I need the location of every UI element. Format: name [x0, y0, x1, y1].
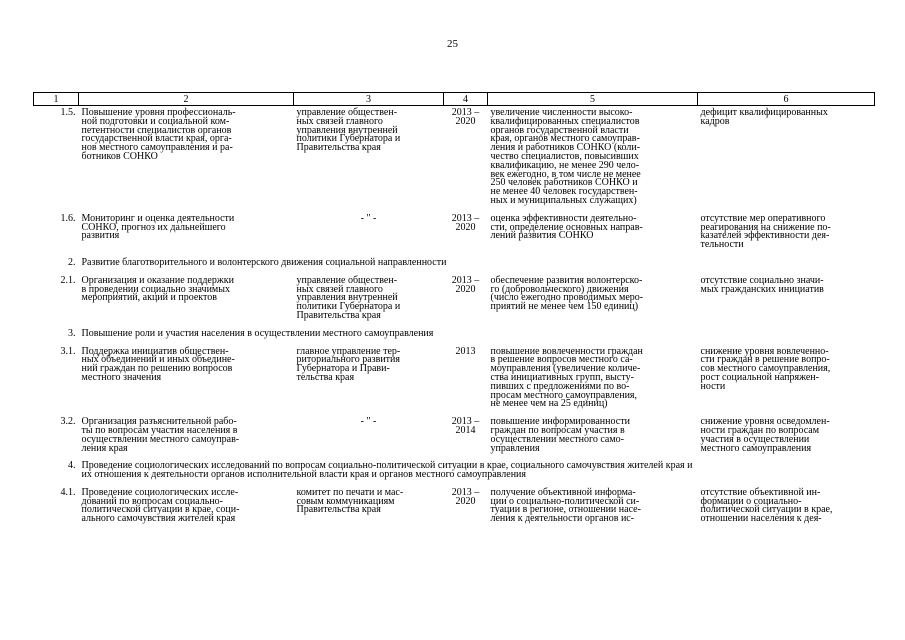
- term-cell: 2013 – 2020: [451, 274, 480, 295]
- risk-cell: отсутствие социально значи- мых гражданских инициатив: [700, 274, 824, 295]
- table-row: [34, 106, 875, 212]
- column-header: 3: [294, 93, 444, 106]
- result-cell: обеспечение развития волонтерско- го (добровольческого) движения (число ежегодно проводимых меро- приятий не менее чем 150 единиц): [490, 274, 644, 313]
- activity-cell: Организация разъяснительной рабо- ты по вопросам участия населения в осуществлении местного самоуправ- ления края: [81, 416, 240, 454]
- risk-cell: отсутствие мер оперативного реагирования на снижение по- казателей эффективности дея- тельности: [700, 212, 831, 251]
- risk-cell: отсутствие объективной ин- формации о социально- политической ситуации в крае, отношении населения к дея-: [700, 486, 833, 525]
- section-row: [34, 256, 875, 274]
- risk-cell: снижение уровня осведомлен- ности граждан по вопросам участия в осуществлении местного самоуправления: [700, 416, 830, 454]
- executor-cell: - " -: [360, 416, 377, 428]
- result-cell: увеличение численности высоко- квалифицированных специалистов органов государственной власти края, органов местного самоуправ- ления и работников СОНКО (коли- чество специалистов, повысивших квалификацию, не менее 290 чело- век ежегодно, в том числе не менее 250 человек работников СОНКО и не менее 40 человек государствен- ных и муниципальных служащих): [490, 107, 641, 206]
- executor-cell: главное управление тер- риториального развития Губернатора и Прави- тельства края: [296, 345, 401, 383]
- result-cell: повышение информированности граждан по вопросам участия в осуществлении местного само- управления: [490, 416, 630, 454]
- result-cell: получение объективной информа- ции о социально-политической си- туации в регионе, отношении насе- ления к деятельности органов ис-: [490, 486, 641, 525]
- section-title: Развитие благотворительного и волонтерского движения социальной направленности: [81, 256, 447, 268]
- section-title: Повышение роли и участия населения в осуществлении местного самоуправления: [81, 327, 434, 339]
- column-header: 4: [444, 93, 488, 106]
- term-cell: 2013: [455, 345, 476, 357]
- row-number: 3.1.: [60, 345, 76, 357]
- row-number: 2.1.: [60, 274, 76, 286]
- column-header: 2: [79, 93, 294, 106]
- activity-cell: Проведение социологических иссле- дований по вопросам социально- политической ситуации в крае, соци- ального самочувствия жителей края: [81, 486, 240, 525]
- table-row: [34, 212, 875, 256]
- section-row: [34, 459, 875, 486]
- page-number: 25: [447, 38, 458, 50]
- row-number: 1.5.: [60, 107, 76, 118]
- executor-cell: управление обществен- ных связей главного управления внутренней политики Губернатора и Правительства края: [296, 274, 401, 321]
- result-cell: оценка эффективности деятельно- сти, определение основных направ- лений развития СОНКО: [490, 212, 643, 242]
- executor-cell: управление обществен- ных связей главного управления внутренней политики Губернатора и Правительства края: [296, 107, 401, 154]
- risk-cell: снижение уровня вовлеченно- сти граждан в решение вопро- сов местного самоуправления, рост социальной напряжен- ности: [700, 345, 831, 392]
- term-cell: 2013 – 2014: [451, 416, 480, 436]
- section-number: 3.: [68, 327, 76, 339]
- term-cell: 2013 – 2020: [451, 212, 480, 233]
- row-number: 4.1.: [60, 486, 76, 498]
- table-header-row: [34, 93, 875, 106]
- section-number: 2.: [68, 256, 76, 268]
- plan-table: [33, 92, 875, 530]
- section-title: Проведение социологических исследований по вопросам социально-политической ситуации в крае, социального самочувствия жителей края и их отношения к деятельности органов исполнительной власти края и органов местного самоуправления: [81, 460, 693, 481]
- column-header: 1: [34, 93, 79, 106]
- table-row: [34, 415, 875, 459]
- executor-cell: комитет по печати и мас- совым коммуникациям Правительства края: [296, 486, 404, 516]
- column-header: 5: [488, 93, 698, 106]
- executor-cell: - " -: [360, 212, 377, 224]
- activity-cell: Организация и оказание поддержки в проведении социально значимых мероприятий, акций и проектов: [81, 274, 234, 304]
- section-number: 4.: [68, 460, 76, 472]
- term-cell: 2013 – 2020: [451, 107, 480, 127]
- row-number: 3.2.: [60, 416, 76, 428]
- term-cell: 2013 – 2020: [451, 486, 480, 507]
- row-number: 1.6.: [60, 212, 76, 224]
- section-row: [34, 327, 875, 345]
- activity-cell: Повышение уровня профессиональ- ной подготовки и социальной ком- петентности специалистов органов государственной власти края, орга- нов местного самоуправления и ра- ботников СОНКО: [81, 107, 236, 162]
- table-row: [34, 486, 875, 530]
- table-row: [34, 345, 875, 416]
- activity-cell: Поддержка инициатив обществен- ных объединений и иных объедине- ний граждан по решению вопросов местного значения: [81, 345, 235, 383]
- risk-cell: дефицит квалифицированных кадров: [700, 107, 828, 127]
- result-cell: повышение вовлеченности граждан в решение вопросов местного са- моуправления (увеличение количе- ства инициативных групп, высту- пивших с предложениями по во- просам местного самоуправления, не менее чем на 25 единиц): [490, 345, 643, 410]
- column-header: 6: [698, 93, 875, 106]
- activity-cell: Мониторинг и оценка деятельности СОНКО, прогноз их дальнейшего развития: [81, 212, 235, 242]
- table-row: [34, 274, 875, 327]
